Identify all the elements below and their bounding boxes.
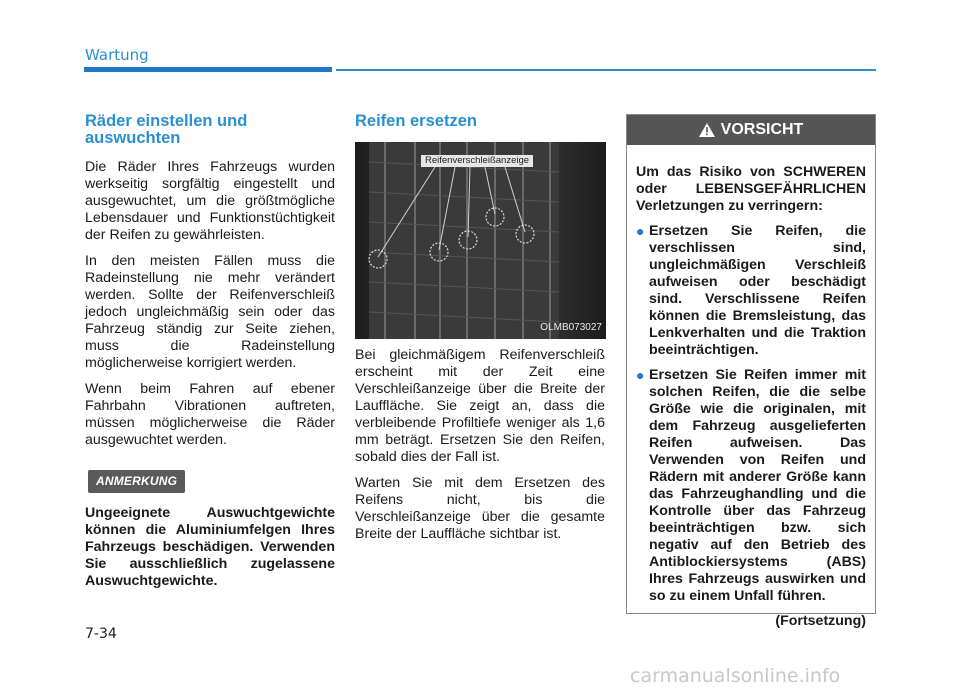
bullet-icon: ● xyxy=(636,223,645,239)
caution-item xyxy=(636,367,866,605)
caution-intro: Um das Risiko von SCHWEREN oder LEBENSGEFÄHRLICHEN Verletzungen zu verringern: xyxy=(636,164,866,214)
caution-box xyxy=(626,114,876,629)
paragraph: In den meisten Fällen muss die Radeinstellung nie mehr verändert werden. Sollte der Reifenverschleiß jedoch ungleichmäßig sein oder das Fahrzeug ständig zur Seite ziehen, muss die Radeinstellung möglicherweise korrigiert werden. xyxy=(85,253,335,371)
column-wheel-alignment xyxy=(85,113,335,599)
paragraph: Die Räder Ihres Fahrzeugs wurden werkseitig sorgfältig eingestellt und ausgewuchtet, um die größtmögliche Lebensdauer und Funktionstüchtigkeit der Reifen zu gewährleisten. xyxy=(85,159,335,243)
wear-indicator-label: Reifenverschleißanzeige xyxy=(421,155,533,167)
continued-note: (Fortsetzung) xyxy=(775,613,866,629)
caution-item-text: Ersetzen Sie Reifen, die verschlissen sind, ungleichmäßigen Verschleiß aufweisen oder beschädigt sind. Verschlissene Reifen können die Bremsleistung, das Lenkverhalten und die Traktion beeinträchtigen. xyxy=(649,223,866,358)
tire-wear-figure xyxy=(355,142,606,339)
note-badge: ANMERKUNG xyxy=(88,470,185,493)
note-text: Ungeeignete Auswuchtgewichte können die Aluminiumfelgen Ihres Fahrzeugs beschädigen. Verwenden Sie ausschließlich zugelassene Auswuchtgewichte. xyxy=(85,505,335,589)
page-number: 7-34 xyxy=(85,626,117,642)
bullet-icon: ● xyxy=(636,367,645,383)
caution-item xyxy=(636,223,866,359)
paragraph: Warten Sie mit dem Ersetzen des Reifens nicht, bis die Verschleißanzeige über die gesamte Breite der Lauffläche sichtbar ist. xyxy=(355,475,605,542)
watermark: carmanualsonline.info xyxy=(630,665,841,687)
header-rule-dark xyxy=(84,67,332,72)
caution-header xyxy=(627,115,875,145)
caution-item-text: Ersetzen Sie Reifen immer mit solchen Reifen, die die selbe Größe wie die originalen, mit dem Fahrzeug ausgelieferten Reifen aufweisen. Das Verwenden von Reifen und Rädern mit anderer Größe kann das Fahrzeughandling und die Kontrolle über das Fahrzeug beeinträchtigen bzw. sich negativ auf den Betrieb des Antiblockiersystems (ABS) Ihres Fahrzeugs auswirken und so zu einem Unfall führen. xyxy=(649,367,866,604)
caution-body xyxy=(627,145,875,630)
caution-title: VORSICHT xyxy=(720,121,804,138)
tire-tread-illustration xyxy=(355,142,606,339)
caution-list xyxy=(636,223,866,605)
column-tire-replacement xyxy=(355,113,605,552)
paragraph: Wenn beim Fahren auf ebener Fahrbahn Vibrationen auftreten, müssen möglicherweise die Räder ausgewuchtet werden. xyxy=(85,381,335,448)
heading-tire-replacement: Reifen ersetzen xyxy=(355,112,477,130)
paragraph: Bei gleichmäßigem Reifenverschleiß erscheint mit der Zeit eine Verschleißanzeige über die Breite der Lauffläche. Sie zeigt an, dass die verbleibende Profiltiefe weniger als 1,6 mm beträgt. Ersetzen Sie den Reifen, sobald dies der Fall ist. xyxy=(355,347,605,465)
heading-wheel-alignment: Räder einstellen und auswuchten xyxy=(85,112,248,147)
header-rule-light xyxy=(336,69,876,71)
figure-code: OLMB073027 xyxy=(540,322,602,333)
warning-triangle-icon xyxy=(699,123,715,137)
section-title: Wartung xyxy=(85,46,149,64)
